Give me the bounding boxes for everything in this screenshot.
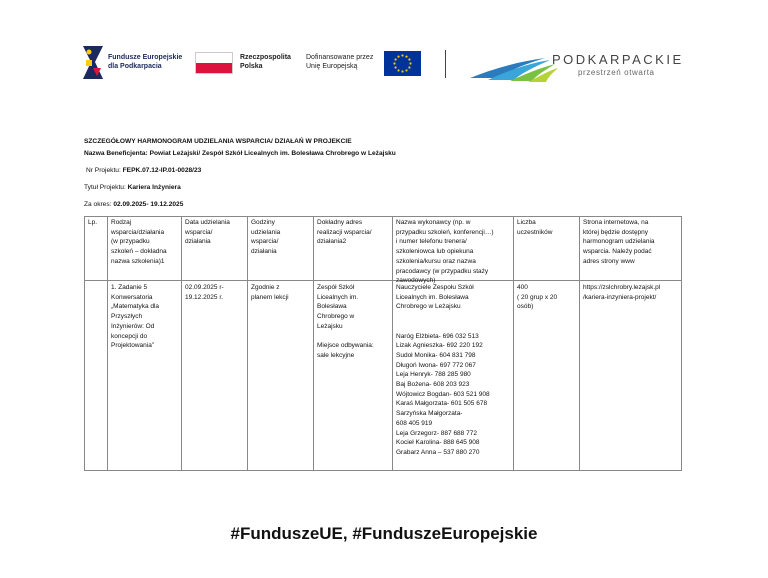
- reporting-period: Za okres: 02.09.2025- 19.12.2025: [84, 201, 184, 208]
- logo-bar: [0, 40, 768, 90]
- row-date: 02.09.2025 r- 19.12.2025 r.: [185, 284, 224, 301]
- eu-star-icon: [408, 58, 410, 60]
- table-border-top: [84, 216, 682, 217]
- rzeczpospolita-polska-text: Rzeczpospolita Polska: [240, 54, 291, 70]
- header-address: Dokładny adres realizacji wsparcia/ działania2: [317, 219, 372, 246]
- col-line: [392, 216, 393, 471]
- eu-star-icon: [405, 55, 407, 57]
- row-participants: 400 ( 20 grup x 20 osób): [517, 284, 558, 311]
- col-line: [513, 216, 514, 471]
- row-address: Zespół Szkół Licealnych im. Bolesława Chrobrego w Leżajsku Miejsce odbywania: sale lekcyjne: [317, 284, 374, 359]
- eu-star-icon: [401, 70, 403, 72]
- col-line: [247, 216, 248, 471]
- header-website: Strona internetowa, na której będzie dostępny harmonogram udzielania wsparcia. Należy podać adres strony www: [583, 219, 655, 265]
- row-website-link[interactable]: https://zslchrobry.lezajsk.pl /kariera-inzyniera-projekt/: [583, 284, 661, 301]
- eu-star-icon: [409, 62, 411, 64]
- eu-star-icon: [394, 66, 396, 68]
- header-date: Data udzielania wsparcia/ działania: [185, 219, 230, 246]
- col-line: [681, 216, 682, 471]
- row-support-type: 1. Zadanie 5 Konwersatoria „Matematyka dla Przyszłych Inżynierów: Od koncepcji do Projektowania”: [111, 284, 160, 350]
- document-title: SZCZEGÓŁOWY HARMONOGRAM UDZIELANIA WSPARCIA/ DZIAŁAŃ W PROJEKCIE: [84, 138, 352, 145]
- row-hours: Zgodnie z planem lekcji: [251, 284, 289, 301]
- header-participants: Liczba uczestników: [517, 219, 553, 236]
- table-header-divider: [84, 280, 682, 281]
- header-contractor: Nazwa wykonawcy (np. w przypadku szkoleń, konferencji…) i numer telefonu trenera/ szkoleniowca lub opiekuna szkolenia/kursu oraz nazwa pracodawcy (w przypadku staży zawodowych): [396, 219, 494, 285]
- col-line: [181, 216, 182, 471]
- eu-star-icon: [405, 69, 407, 71]
- footer-hashtags: #FunduszeUE, #FunduszeEuropejskie: [230, 524, 538, 543]
- eu-funding-text: Dofinansowane przez Unię Europejską: [306, 54, 374, 70]
- eu-star-icon: [393, 62, 395, 64]
- eu-star-icon: [408, 66, 410, 68]
- project-number: Nr Projektu: FEPK.07.12-IP.01-0028/23: [86, 167, 202, 174]
- podkarpackie-title: PODKARPACKIE: [552, 52, 684, 67]
- podkarpackie-subtitle: przestrzeń otwarta: [578, 68, 655, 77]
- col-line: [579, 216, 580, 471]
- eu-star-icon: [401, 54, 403, 56]
- project-title: Tytuł Projektu: Kariera Inżyniera: [84, 184, 181, 191]
- col-line: [107, 216, 108, 471]
- col-line: [84, 216, 85, 471]
- row-contractor: Nauczyciele Zespołu Szkół Licealnych im. Bolesława Chrobrego w Leżajsku Naróg Elżbieta- 696 032 513 Lizak Agnieszka- 692 220 192 Sudoł Monika- 604 831 798 Długoń Iwona- 697 772 067 Leja Henryk- 788 285 980 Baj Bożena- 608 203 923 Wójtowicz Bogdan- 603 521 908 Karaś Małgorzata- 601 505 678 Sarzyńska Małgorzata- 608 405 919 Leja Grzegorz- 887 688 772 Kocieł Karolina- 888 645 908 Grabarz Anna – 537 880 270: [396, 284, 490, 456]
- eu-flag-icon: [384, 51, 421, 76]
- eu-star-icon: [397, 69, 399, 71]
- beneficiary-name: Nazwa Beneficjenta: Powiat Leżajski/ Zespół Szkół Licealnych im. Bolesława Chrobrego w Leżajsku: [84, 150, 396, 157]
- logo-separator: [445, 50, 446, 78]
- fundusze-europejskie-logo-icon: [83, 46, 103, 79]
- header-lp: Lp.: [88, 219, 98, 226]
- fundusze-europejskie-text: Fundusze Europejskie dla Podkarpacia: [108, 54, 183, 70]
- eu-star-icon: [397, 55, 399, 57]
- polish-flag-icon: [195, 52, 233, 74]
- table-border-bottom: [84, 470, 682, 471]
- header-hours: Godziny udzielania wsparcia/ działania: [251, 219, 281, 256]
- header-support-type: Rodzaj wsparcia/działania (w przypadku szkoleń – dokładna nazwa szkolenia)1: [111, 219, 167, 265]
- schedule-table: [84, 216, 682, 471]
- col-line: [313, 216, 314, 471]
- eu-star-icon: [394, 58, 396, 60]
